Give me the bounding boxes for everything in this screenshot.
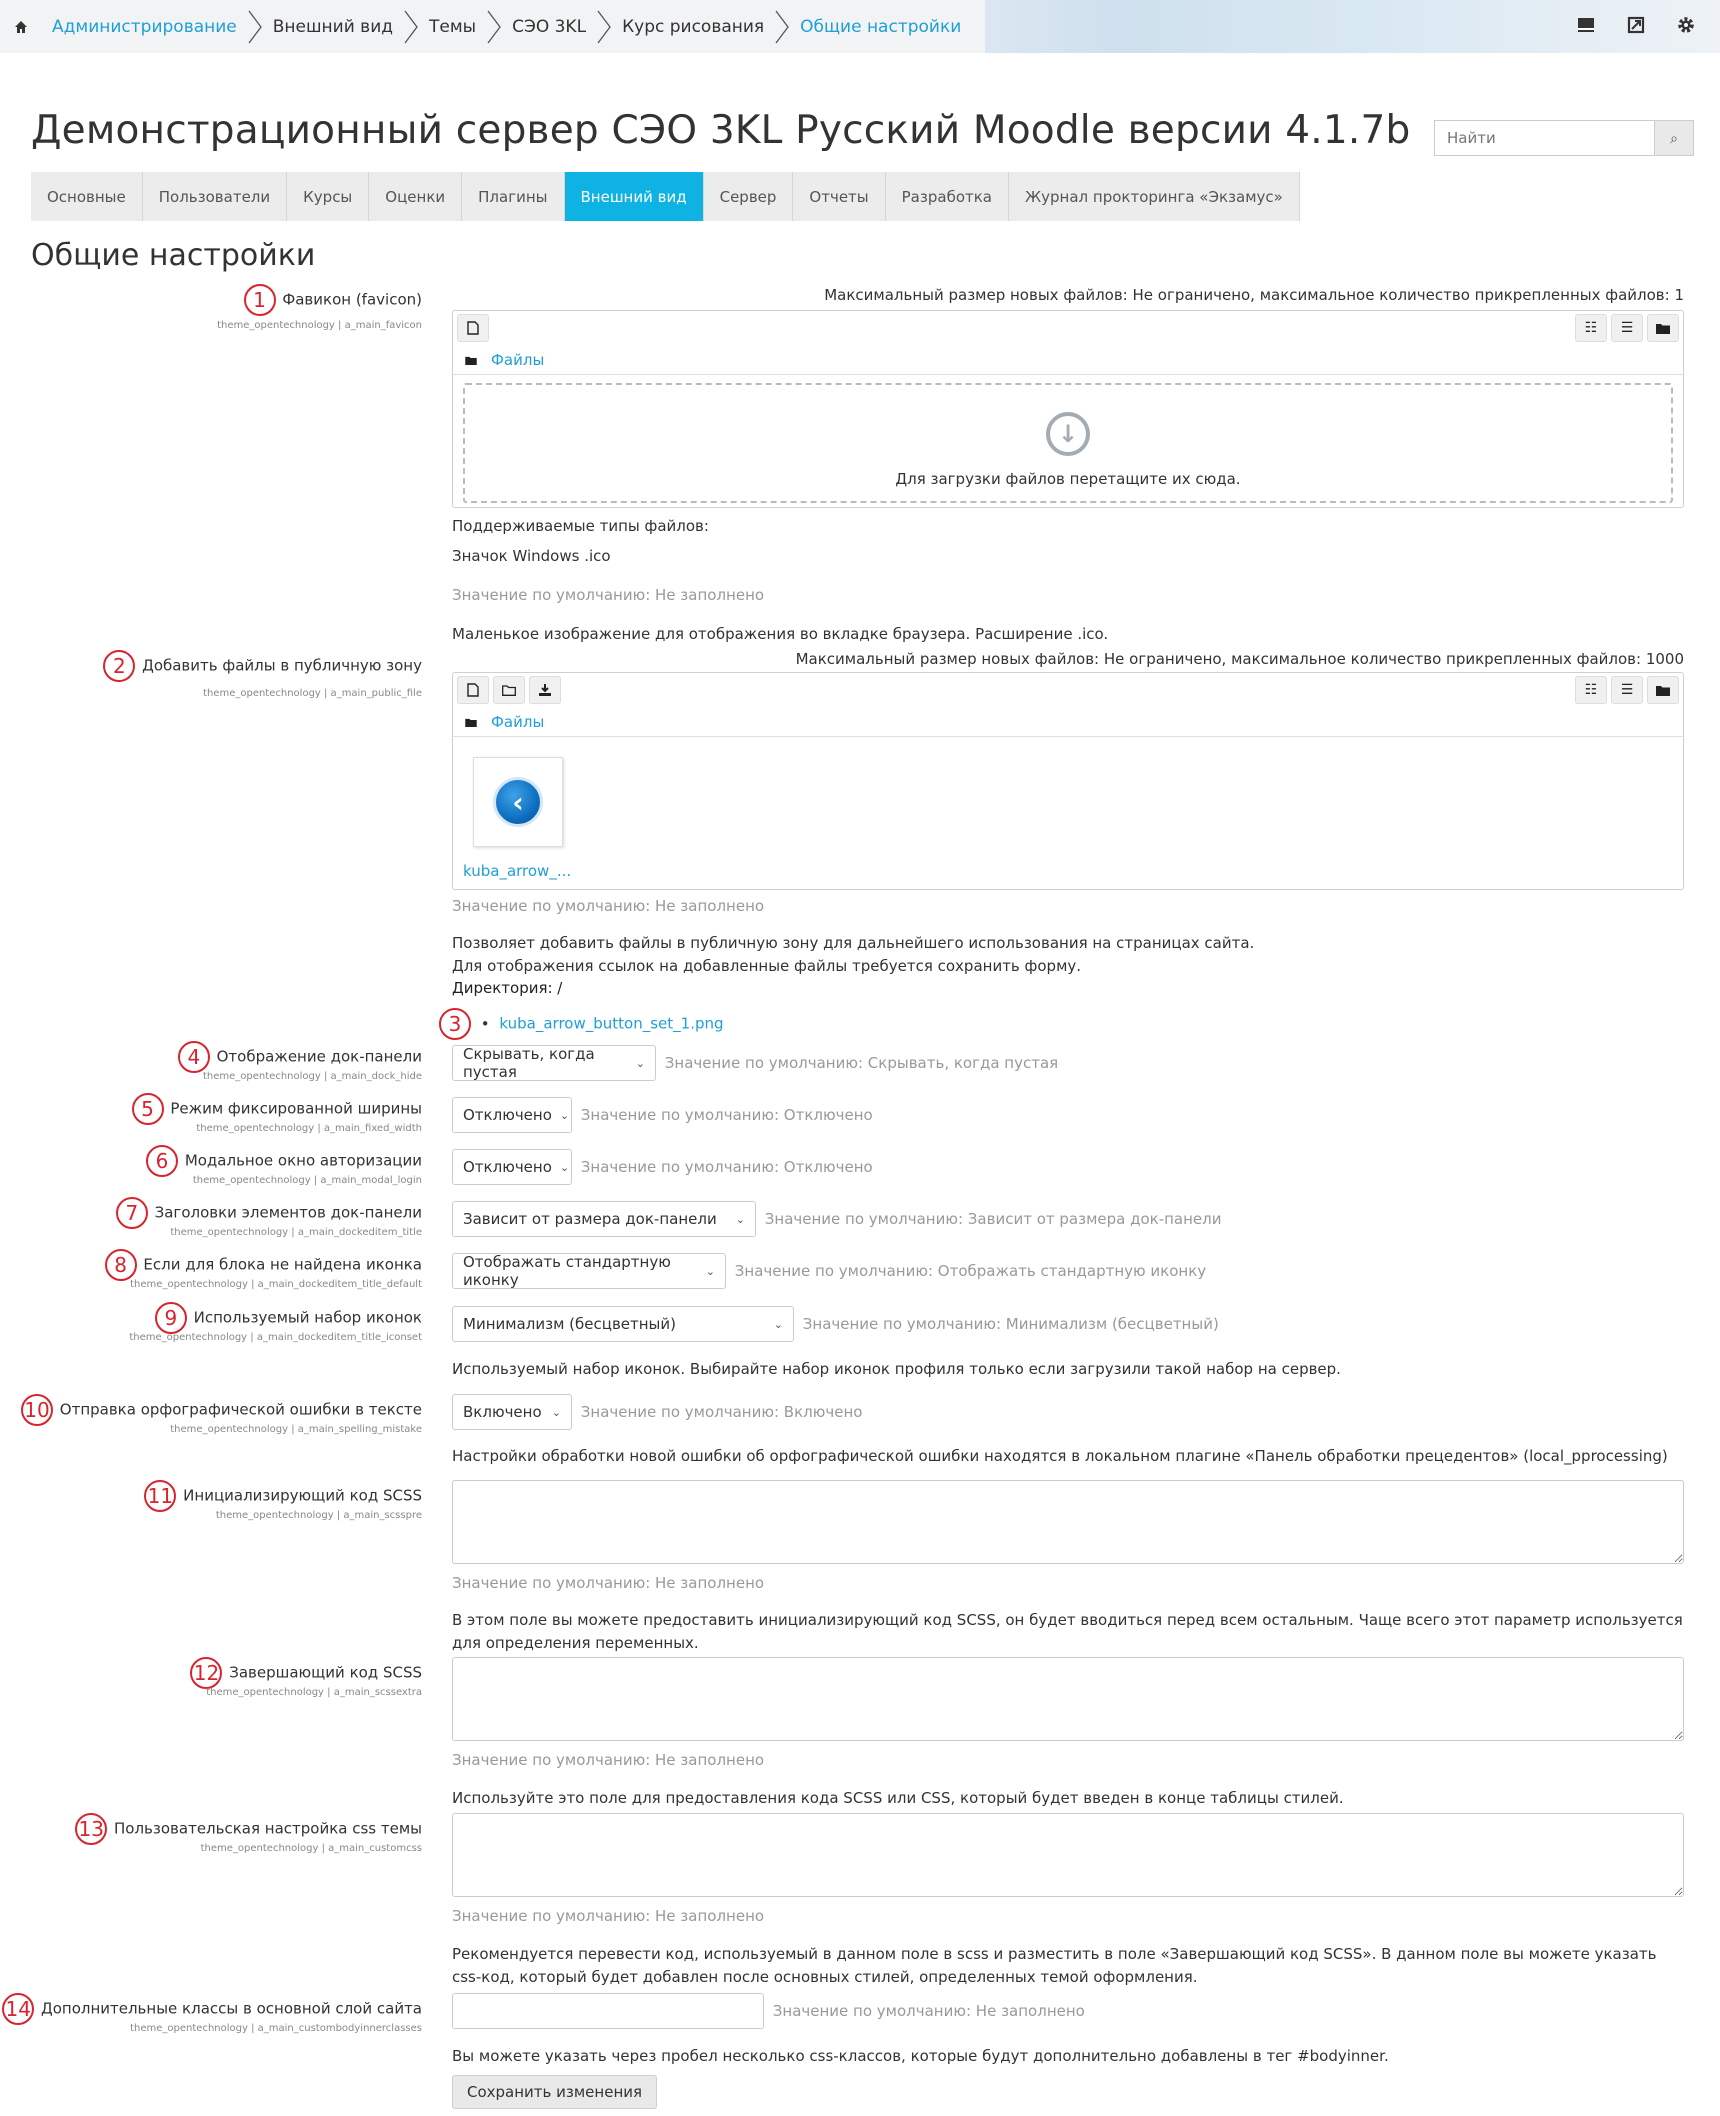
annotation-marker: 4 — [178, 1041, 210, 1073]
setting-label-text: Завершающий код SCSS — [229, 1663, 422, 1682]
default-value: Значение по умолчанию: Отображать стандартную иконку — [734, 1262, 1207, 1280]
setting-label-text: Добавить файлы в публичную зону — [142, 656, 422, 675]
max-size-info: Максимальный размер новых файлов: Не ограничено, максимальное количество прикрепленных файлов: 1 — [824, 286, 1684, 304]
gear-icon[interactable] — [1674, 13, 1698, 37]
default-value: Значение по умолчанию: Не заполнено — [452, 897, 765, 915]
max-size-info: Максимальный размер новых файлов: Не ограничено, максимальное количество прикрепленных файлов: 1000 — [795, 650, 1684, 668]
customcss-textarea[interactable] — [452, 1813, 1684, 1897]
file-path — [453, 345, 1683, 375]
breadcrumb-item-theme[interactable] — [502, 0, 612, 53]
select-value: Отображать стандартную иконку — [463, 1253, 671, 1289]
add-file-icon[interactable] — [457, 314, 489, 342]
default-value: Значение по умолчанию: Не заполнено — [452, 586, 765, 604]
breadcrumb-label[interactable]: Курс рисования — [622, 16, 765, 37]
setting-key: theme_opentechnology | a_main_scssextra — [206, 1687, 422, 1698]
iconset-select[interactable] — [452, 1306, 794, 1342]
setting-key: theme_opentechnology | a_main_scsspre — [215, 1510, 422, 1521]
tab-plugins[interactable]: Плагины — [462, 172, 564, 221]
top-navigation-bar — [0, 0, 1720, 53]
supported-types-value: Значок Windows .ico — [452, 547, 611, 565]
default-value: Значение по умолчанию: Отключено — [580, 1158, 873, 1176]
path-link-files[interactable]: Файлы — [491, 712, 545, 731]
create-folder-icon[interactable] — [493, 676, 525, 704]
home-icon[interactable] — [0, 0, 42, 53]
annotation-marker: 13 — [75, 1813, 107, 1845]
add-file-icon[interactable] — [457, 676, 489, 704]
breadcrumb-label[interactable]: СЭО 3KL — [512, 16, 587, 37]
breadcrumb-item-admin[interactable] — [42, 0, 263, 53]
annotation-marker: 6 — [146, 1145, 178, 1177]
folder-view-icon[interactable] — [1647, 676, 1679, 704]
search-icon: ⌕ — [1670, 129, 1678, 146]
tab-development[interactable]: Разработка — [886, 172, 1009, 221]
path-link-files[interactable]: Файлы — [491, 350, 545, 369]
select-value: Отключено — [463, 1158, 552, 1176]
annotation-marker: 12 — [190, 1657, 222, 1689]
setting-label-text: Отправка орфографической ошибки в тексте — [59, 1400, 422, 1419]
default-value: Значение по умолчанию: Минимализм (бесцветный) — [802, 1315, 1219, 1333]
fixed-width-select[interactable] — [452, 1097, 572, 1133]
file-manager-toolbar — [453, 673, 1683, 707]
default-value: Значение по умолчанию: Не заполнено — [452, 1574, 765, 1592]
default-value: Значение по умолчанию: Скрывать, когда пустая — [664, 1054, 1059, 1072]
setting-description: Используйте это поле для предоставления кода SCSS или CSS, который будет введен в конце таблицы стилей. — [452, 1789, 1344, 1807]
annotation-marker: 3 — [439, 1008, 471, 1040]
breadcrumb-label[interactable]: Внешний вид — [272, 16, 393, 37]
chevron-down-icon: ⌄ — [559, 1108, 570, 1122]
setting-key: theme_opentechnology | a_main_dock_hide — [203, 1071, 422, 1082]
search-input[interactable] — [1434, 120, 1654, 156]
file-list — [453, 737, 1683, 889]
tab-grades[interactable]: Оценки — [369, 172, 462, 221]
supported-types-label: Поддерживаемые типы файлов: — [452, 517, 709, 535]
save-changes-button[interactable]: Сохранить изменения — [452, 2075, 657, 2109]
annotation-marker: 11 — [144, 1480, 176, 1512]
list-view-icon[interactable]: ☰ — [1611, 676, 1643, 704]
breadcrumb-item-profile[interactable] — [612, 0, 790, 53]
setting-key: theme_opentechnology | a_main_favicon — [217, 320, 422, 331]
admin-tabs — [31, 172, 1300, 221]
default-value: Значение по умолчанию: Не заполнено — [772, 2002, 1085, 2020]
setting-label-text: Режим фиксированной ширины — [170, 1099, 422, 1118]
setting-key: theme_opentechnology | a_main_dockeditem_title_default — [130, 1279, 422, 1290]
setting-label-text: Инициализирующий код SCSS — [183, 1486, 422, 1505]
setting-key: theme_opentechnology | a_main_modal_login — [192, 1175, 422, 1186]
modal-login-select[interactable] — [452, 1149, 572, 1185]
annotation-marker: 8 — [105, 1249, 137, 1281]
annotation-marker: 5 — [132, 1093, 164, 1125]
select-value: Скрывать, когда пустая — [463, 1045, 595, 1081]
tab-proctoring-log[interactable]: Журнал прокторинга «Экзамус» — [1009, 172, 1300, 221]
breadcrumb-separator-icon — [247, 10, 263, 44]
default-value: Значение по умолчанию: Не заполнено — [452, 1907, 765, 1925]
setting-description: Используемый набор иконок. Выбирайте набор иконок профиля только если загрузили такой набор на сервер. — [452, 1360, 1341, 1378]
chevron-down-icon: ⌄ — [705, 1264, 715, 1278]
setting-label-text: Если для блока не найдена иконка — [143, 1255, 422, 1274]
setting-label-text: Пользовательская настройка css темы — [114, 1819, 422, 1838]
setting-key: theme_opentechnology | a_main_custombodyinnerclasses — [130, 2023, 422, 2034]
annotation-marker: 1 — [244, 284, 276, 316]
breadcrumb-label[interactable]: Администрирование — [52, 16, 237, 37]
breadcrumb-item-current[interactable] — [790, 0, 971, 53]
annotation-marker: 2 — [103, 650, 135, 682]
setting-label — [217, 284, 422, 316]
breadcrumb-label[interactable]: Общие настройки — [800, 16, 962, 37]
directory-label: Директория: / — [452, 979, 563, 997]
default-value: Значение по умолчанию: Включено — [580, 1403, 863, 1421]
file-manager — [452, 310, 1684, 508]
chevron-down-icon: ⌄ — [635, 1056, 645, 1070]
list-view-icon[interactable]: ☰ — [1611, 314, 1643, 342]
select-value: Отключено — [463, 1106, 552, 1124]
scsspre-textarea[interactable] — [452, 1480, 1684, 1564]
file-name[interactable]: kuba_arrow_... — [463, 862, 572, 880]
annotation-marker: 14 — [2, 1993, 34, 2025]
setting-label-text: Модальное окно авторизации — [184, 1151, 422, 1170]
file-thumbnail[interactable] — [473, 757, 563, 847]
setting-description-2: Для отображения ссылок на добавленные файлы требуется сохранить форму. — [452, 957, 1082, 975]
notifications-icon[interactable] — [1624, 13, 1648, 37]
tab-reports[interactable]: Отчеты — [793, 172, 885, 221]
tab-server[interactable]: Сервер — [704, 172, 794, 221]
file-manager-toolbar — [453, 311, 1683, 345]
breadcrumb-separator-icon — [486, 10, 502, 44]
page-title: Демонстрационный сервер СЭО 3KL Русский Moodle версии 4.1.7b — [31, 108, 1411, 153]
annotation-marker: 9 — [155, 1302, 187, 1334]
file-path — [453, 707, 1683, 737]
setting-description: Рекомендуется перевести код, используемый в данном поле в scss и разместить в поле «Завершающий код SCSS». В данном поле вы можете указать css-код, который будет добавлен после основных стилей, определенных темой оформления. — [452, 1945, 1657, 1986]
folder-icon — [465, 713, 477, 731]
file-dropzone[interactable] — [463, 383, 1673, 503]
chevron-down-icon: ⌄ — [773, 1317, 783, 1331]
setting-description: Настройки обработки новой ошибки об орфографической ошибки находятся в локальном плагине «Панель обработки прецедентов» (local_pprocessing) — [452, 1447, 1668, 1465]
tab-users[interactable]: Пользователи — [143, 172, 287, 221]
setting-key: theme_opentechnology | a_main_fixed_width — [196, 1123, 422, 1134]
top-icons — [1574, 13, 1698, 37]
grid-view-icon[interactable]: ☷ — [1575, 314, 1607, 342]
select-value: Зависит от размера док-панели — [463, 1210, 717, 1228]
setting-key: theme_opentechnology | a_main_dockeditem_title_iconset — [129, 1332, 422, 1343]
setting-description: Позволяет добавить файлы в публичную зону для дальнейшего использования на страницах сайта. — [452, 934, 1255, 952]
dock-hide-select[interactable] — [452, 1045, 656, 1081]
breadcrumb-separator-icon — [596, 10, 612, 44]
public-file-link[interactable]: kuba_arrow_button_set_1.png — [499, 1014, 724, 1033]
setting-description: В этом поле вы можете предоставить инициализирующий код SCSS, он будет вводиться перед всем остальным. Чаще всего этот параметр используется для определения переменных. — [452, 1611, 1683, 1652]
default-value: Значение по умолчанию: Отключено — [580, 1106, 873, 1124]
default-value: Значение по умолчанию: Не заполнено — [452, 1751, 765, 1769]
grid-view-icon[interactable]: ☷ — [1575, 676, 1607, 704]
select-value: Включено — [463, 1403, 542, 1421]
breadcrumb-item-appearance[interactable] — [263, 0, 419, 53]
chevron-down-icon: ⌄ — [735, 1212, 745, 1226]
section-title: Общие настройки — [31, 238, 316, 273]
tab-general[interactable]: Основные — [31, 172, 143, 221]
setting-label-text: Заголовки элементов док-панели — [154, 1203, 422, 1222]
annotation-marker: 7 — [116, 1197, 148, 1229]
chevron-down-icon: ⌄ — [559, 1160, 570, 1174]
setting-description: Вы можете указать через пробел несколько css-классов, которые будут дополнительно добавлены в тег #bodyinner. — [452, 2047, 1389, 2065]
setting-key: theme_opentechnology | a_main_customcss — [200, 1843, 422, 1854]
setting-key: theme_opentechnology | a_main_spelling_mistake — [170, 1424, 422, 1435]
setting-key: theme_opentechnology | a_main_dockeditem_title — [170, 1227, 422, 1238]
body-classes-input[interactable] — [452, 1993, 764, 2029]
bullet: • — [480, 1014, 490, 1033]
messages-icon[interactable] — [1574, 13, 1598, 37]
arrow-left-image: ‹ — [493, 777, 543, 827]
download-icon[interactable] — [529, 676, 561, 704]
breadcrumb-separator-icon — [403, 10, 419, 44]
default-value: Значение по умолчанию: Зависит от размера док-панели — [764, 1210, 1222, 1228]
download-arrow-icon: ↓ — [1046, 412, 1090, 456]
breadcrumb-item-themes[interactable] — [419, 0, 502, 53]
scssextra-textarea[interactable] — [452, 1657, 1684, 1741]
annotation-marker: 10 — [21, 1394, 53, 1426]
setting-label-text: Дополнительные классы в основной слой сайта — [40, 1999, 422, 2018]
setting-label-text: Отображение док-панели — [216, 1047, 422, 1066]
icon-default-select[interactable] — [452, 1253, 726, 1289]
folder-view-icon[interactable] — [1647, 314, 1679, 342]
breadcrumb-label[interactable]: Темы — [429, 16, 477, 37]
setting-label — [103, 650, 422, 682]
setting-description: Маленькое изображение для отображения во вкладке браузера. Расширение .ico. — [452, 625, 1109, 643]
breadcrumb — [0, 0, 985, 53]
spelling-mistake-select[interactable] — [452, 1394, 572, 1430]
search-button[interactable] — [1654, 120, 1694, 156]
breadcrumb-separator-icon — [774, 10, 790, 44]
folder-icon — [465, 351, 477, 369]
dockeditem-title-select[interactable] — [452, 1201, 756, 1237]
dropzone-text: Для загрузки файлов перетащите их сюда. — [895, 470, 1241, 488]
chevron-down-icon: ⌄ — [551, 1405, 561, 1419]
setting-label-text: Фавикон (favicon) — [282, 290, 422, 309]
setting-label-text: Используемый набор иконок — [193, 1308, 422, 1327]
select-value: Минимализм (бесцветный) — [463, 1315, 676, 1333]
setting-key: theme_opentechnology | a_main_public_file — [203, 688, 422, 699]
file-manager — [452, 672, 1684, 890]
tab-appearance[interactable]: Внешний вид — [565, 172, 704, 221]
search-form — [1434, 120, 1694, 156]
tab-courses[interactable]: Курсы — [287, 172, 369, 221]
